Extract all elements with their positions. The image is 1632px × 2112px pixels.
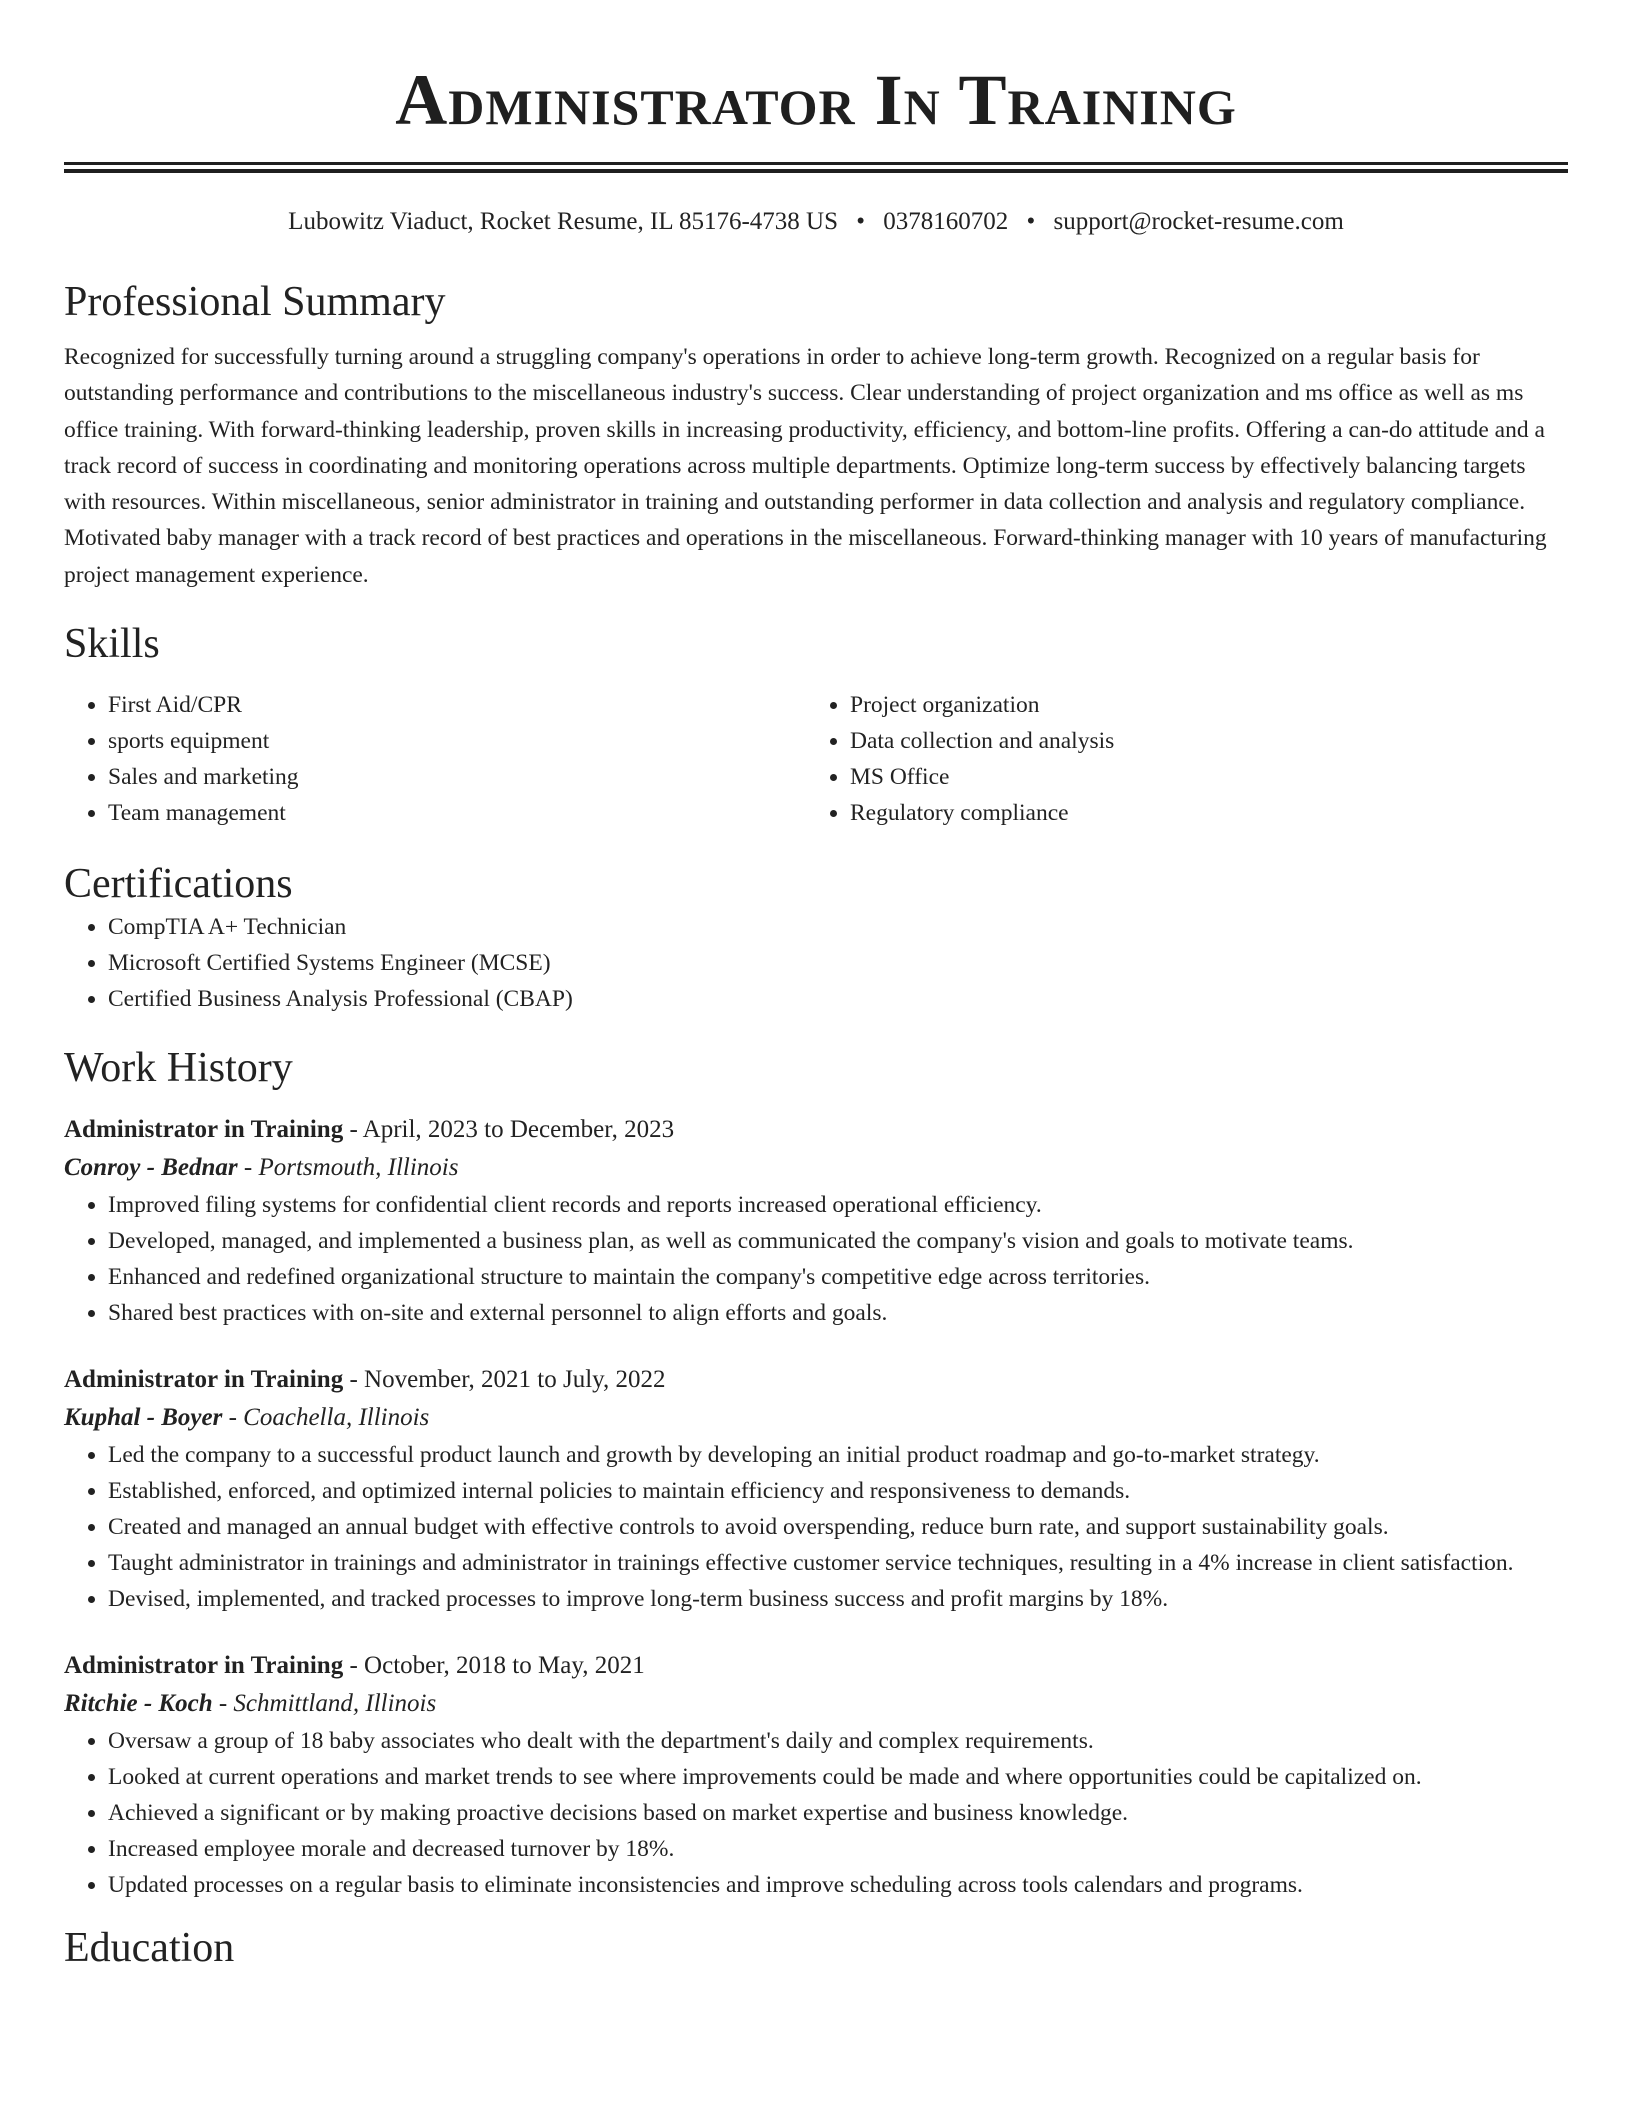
skills-heading: Skills — [64, 621, 160, 668]
certifications-list — [64, 909, 1568, 1017]
certifications-heading: Certifications — [64, 861, 293, 908]
job-bullet: • Achieved a significant or by making proactive decisions based on market expertise and business knowledge. — [108, 1795, 1568, 1831]
education-heading: Education — [64, 1925, 235, 1972]
summary-heading: Professional Summary — [64, 279, 446, 325]
skill-item: • sports equipment — [108, 723, 806, 759]
certification-item: • Microsoft Certified Systems Engineer (MCSE) — [108, 945, 1568, 981]
certification-item: • CompTIA A+ Technician — [108, 909, 1568, 945]
summary-text: Recognized for successfully turning around a struggling company's operations in order to achieve long-term growth. Recognized on a regular basis for outstanding performance and contributions to the miscellaneous industry's success. Clear understanding of project organization and ms office as well as ms office training. With forward-thinking leadership, proven skills in increasing productivity, efficiency, and bottom-line profits. Offering a can-do attitude and a track record of success in coordinating and monitoring operations across multiple departments. Optimize long-term success by effectively balancing targets with resources. Within miscellaneous, senior administrator in training and outstanding performer in data collection and analysis and regulatory compliance. Motivated baby manager with a track record of best practices and operations in the miscellaneous. Forward-thinking manager with 10 years of manufacturing project management experience. — [64, 344, 1547, 588]
job-dates: - April, 2023 to December, 2023 — [343, 1116, 675, 1144]
job-title: Administrator in Training — [64, 1652, 344, 1680]
skill-item: • Project organization — [850, 687, 1548, 723]
job-bullets — [64, 1437, 1568, 1617]
skill-item: • MS Office — [850, 759, 1548, 795]
job-title: Administrator in Training — [64, 1366, 344, 1394]
skills-list-right — [806, 687, 1548, 831]
job-entry — [64, 1647, 1568, 1903]
job-entry — [64, 1361, 1568, 1617]
job-bullet: • Increased employee morale and decreased turnover by 18%. — [108, 1831, 1568, 1867]
job-bullet: • Looked at current operations and market trends to see where improvements could be made and where opportunities could be capitalized on. — [108, 1759, 1568, 1795]
contact-address: Lubowitz Viaduct, Rocket Resume, IL 85176-4738 US — [288, 208, 838, 235]
certification-item: • Certified Business Analysis Professional (CBAP) — [108, 981, 1568, 1017]
contact-separator: • — [856, 208, 865, 235]
job-bullet: • Established, enforced, and optimized internal policies to maintain efficiency and responsiveness to demands. — [108, 1473, 1568, 1509]
work-history-heading: Work History — [64, 1045, 293, 1092]
skill-item: • First Aid/CPR — [108, 687, 806, 723]
skill-item: • Team management — [108, 795, 806, 831]
job-bullet: • Improved filing systems for confidential client records and reports increased operational efficiency. — [108, 1187, 1568, 1223]
job-company: Kuphal - Boyer — [64, 1404, 223, 1432]
job-bullets — [64, 1723, 1568, 1903]
job-location: - Coachella, Illinois — [222, 1404, 430, 1432]
contact-phone: 0378160702 — [883, 208, 1009, 235]
job-bullet: • Taught administrator in trainings and administrator in trainings effective customer service techniques, resulting in a 4% increase in client satisfaction. — [108, 1545, 1568, 1581]
skill-item: • Data collection and analysis — [850, 723, 1548, 759]
skill-item: • Sales and marketing — [108, 759, 806, 795]
contact-email: support@rocket-resume.com — [1053, 208, 1344, 235]
job-company-line — [64, 1149, 1568, 1187]
contact-line — [64, 207, 1568, 237]
job-bullet: • Shared best practices with on-site and external personnel to align efforts and goals. — [108, 1295, 1568, 1331]
job-bullets — [64, 1187, 1568, 1331]
job-entry — [64, 1111, 1568, 1331]
job-dates: - November, 2021 to July, 2022 — [343, 1366, 666, 1394]
job-title: Administrator in Training — [64, 1116, 344, 1144]
job-location: - Schmittland, Illinois — [212, 1690, 437, 1718]
job-company: Ritchie - Koch — [64, 1690, 213, 1718]
job-title-line — [64, 1111, 1568, 1149]
skills-column-left — [64, 687, 806, 831]
title-divider — [64, 162, 1568, 173]
job-title-line — [64, 1647, 1568, 1685]
skills-column-right — [806, 687, 1548, 831]
skills-list-left — [64, 687, 806, 831]
skill-item: • Regulatory compliance — [850, 795, 1548, 831]
resume-title: Administrator In Training — [395, 60, 1237, 140]
job-company-line — [64, 1685, 1568, 1723]
job-bullet: • Developed, managed, and implemented a business plan, as well as communicated the company's vision and goals to motivate teams. — [108, 1223, 1568, 1259]
job-bullet: • Enhanced and redefined organizational structure to maintain the company's competitive edge across territories. — [108, 1259, 1568, 1295]
job-company: Conroy - Bednar — [64, 1154, 238, 1182]
job-location: - Portsmouth, Illinois — [237, 1154, 459, 1182]
job-bullet: • Created and managed an annual budget with effective controls to avoid overspending, reduce burn rate, and support sustainability goals. — [108, 1509, 1568, 1545]
job-company-line — [64, 1399, 1568, 1437]
contact-separator: • — [1026, 208, 1036, 235]
job-title-line — [64, 1361, 1568, 1399]
job-dates: - October, 2018 to May, 2021 — [343, 1652, 645, 1680]
job-bullet: • Oversaw a group of 18 baby associates who dealt with the department's daily and complex requirements. — [108, 1723, 1568, 1759]
resume-page — [64, 0, 1568, 1973]
job-bullet: • Updated processes on a regular basis to eliminate inconsistencies and improve scheduling across tools calendars and programs. — [108, 1867, 1568, 1903]
job-bullet: • Devised, implemented, and tracked processes to improve long-term business success and profit margins by 18%. — [108, 1581, 1568, 1617]
job-bullet: • Led the company to a successful product launch and growth by developing an initial product roadmap and go-to-market strategy. — [108, 1437, 1568, 1473]
skills-grid — [64, 687, 1568, 831]
